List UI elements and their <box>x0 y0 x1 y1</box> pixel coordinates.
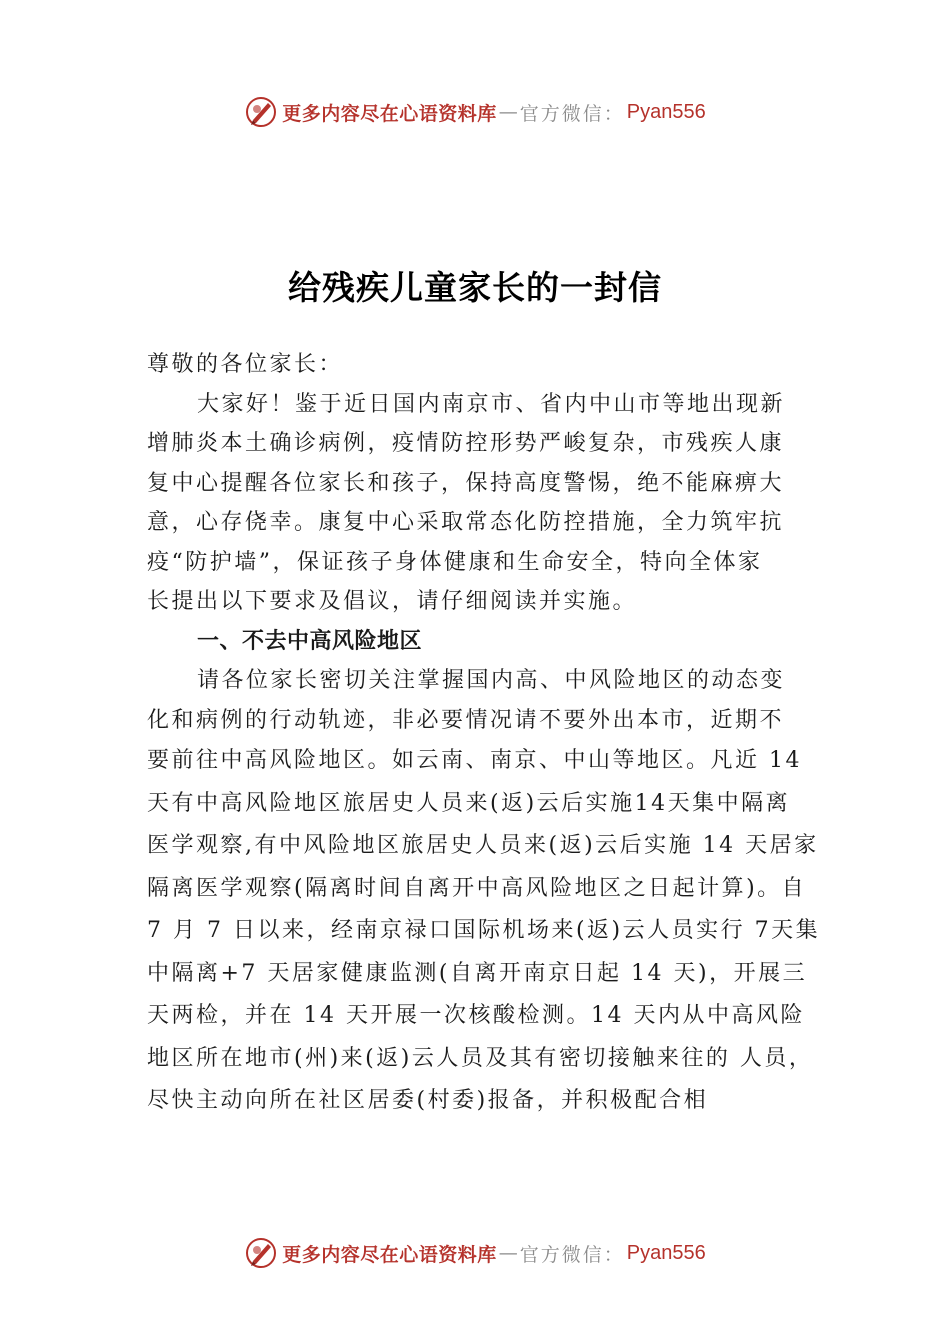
paragraph-section1 <box>147 661 837 1123</box>
document-body <box>147 345 837 1123</box>
watermark-separator: — <box>498 101 518 123</box>
watermark-brand: 更多内容尽在心语资料库 <box>282 102 497 125</box>
paragraph-line: 长提出以下要求及倡议，请仔细阅读并实施。 <box>147 589 638 614</box>
watermark-wechat-label: 官方微信： <box>519 1243 625 1266</box>
paragraph-line: 大家好！鉴于近日国内南京市、省内中山市等地出现新 <box>197 391 786 417</box>
paragraph-line: 要前往中高风险地区。如云南、南京、中山等地区。凡近 14 <box>147 748 802 773</box>
paragraph-line: 医学观察,有中风险地区旅居史人员来(返)云后实施 14 天居家 <box>147 833 819 858</box>
footer-watermark <box>0 1233 950 1273</box>
paragraph-line: 增肺炎本土确诊病例，疫情防控形势严峻复杂，市残疾人康 <box>147 431 785 456</box>
watermark-brand: 更多内容尽在心语资料库 <box>282 1243 497 1266</box>
paragraph-line: 天两检，并在 14 天开展一次核酸检测。14 天内从中高风险 <box>147 1003 805 1028</box>
paragraph-intro <box>147 385 837 622</box>
paragraph-line: 天有中高风险地区旅居史人员来(返)云后实施14天集中隔离 <box>147 790 791 816</box>
salutation: 尊敬的各位家长： <box>147 352 344 377</box>
watermark-wechat-id: Pyan556 <box>626 1241 706 1264</box>
watermark-wechat-id: Pyan556 <box>626 100 706 123</box>
paragraph-line: 中隔离+7 天居家健康监测(自离开南京日起 14 天)，开展三 <box>147 960 808 986</box>
paragraph-line: 请各位家长密切关注掌握国内高、中风险地区的动态变 <box>197 668 786 693</box>
watermark-wechat-label: 官方微信： <box>519 102 625 125</box>
page-title: 给残疾儿童家长的一封信 <box>288 268 662 307</box>
watermark-separator: — <box>498 1242 518 1264</box>
paragraph-line: 7 月 7 日以来，经南京禄口国际机场来(返)云人员实行 7天集 <box>147 918 821 943</box>
paragraph-line: 疫“防护墙”，保证孩子身体健康和生命安全，特向全体家 <box>147 549 763 575</box>
paragraph-line: 隔离医学观察(隔离时间自离开中高风险地区之日起计算)。自 <box>147 875 807 901</box>
paragraph-line: 化和病例的行动轨迹，非必要情况请不要外出本市，近期不 <box>147 707 785 733</box>
pen-logo-icon <box>244 1236 278 1270</box>
paragraph-line: 尽快主动向所在社区居委(村委)报备，并积极配合相 <box>147 1088 709 1113</box>
paragraph-line: 地区所在地市(州)来(返)云人员及其有密切接触来往的 人员， <box>147 1045 814 1071</box>
paragraph-line: 复中心提醒各位家长和孩子，保持高度警惕，绝不能麻痹大 <box>147 470 785 496</box>
pen-logo-icon <box>244 95 278 129</box>
paragraph-line: 意，心存侥幸。康复中心采取常态化防控措施，全力筑牢抗 <box>147 510 785 535</box>
header-watermark <box>0 92 950 132</box>
section-heading: 一、不去中高风险地区 <box>197 628 423 654</box>
